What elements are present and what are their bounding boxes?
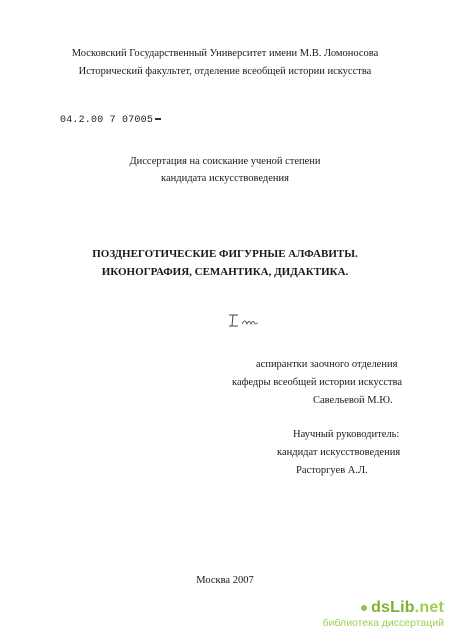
- registration-stamp: [60, 115, 161, 126]
- author-line2: кафедры всеобщей истории искусства: [232, 377, 403, 388]
- watermark-subtitle: библиотека диссертаций: [322, 617, 444, 629]
- author-name: Савельевой М.Ю.: [313, 395, 393, 406]
- handwritten-signature: [226, 312, 266, 330]
- city-year: Москва 2007: [196, 575, 254, 586]
- stamp-number: 04.2.00 7 07005: [60, 115, 154, 126]
- dissertation-degree-line2: кандидата искусствоведения: [161, 173, 289, 184]
- supervisor-label: Научный руководитель:: [293, 429, 400, 440]
- dissertation-degree-line1: Диссертация на соискание ученой степени: [129, 156, 321, 167]
- author-line1: аспирантки заочного отделения: [256, 359, 398, 370]
- watermark-logo: [361, 600, 444, 616]
- faculty-name: Исторический факультет, отделение всеобщей истории искусства: [78, 66, 372, 77]
- dissertation-title-line1: ПОЗДНЕГОТИЧЕСКИЕ ФИГУРНЫЕ АЛФАВИТЫ.: [92, 248, 358, 260]
- watermark-logo-tld: .net: [414, 599, 444, 616]
- university-name: Московский Государственный Университет имени М.В. Ломоносова: [71, 48, 379, 59]
- watermark-logo-text: [371, 599, 444, 617]
- supervisor-name: Расторгуев А.Л.: [296, 465, 368, 476]
- supervisor-degree: кандидат искусствоведения: [277, 447, 401, 458]
- watermark-logo-main: dsLib: [371, 599, 415, 616]
- watermark-dot-icon: [361, 605, 367, 611]
- stamp-mark: [155, 118, 161, 120]
- dissertation-title-line2: ИКОНОГРАФИЯ, СЕМАНТИКА, ДИДАКТИКА.: [101, 266, 349, 278]
